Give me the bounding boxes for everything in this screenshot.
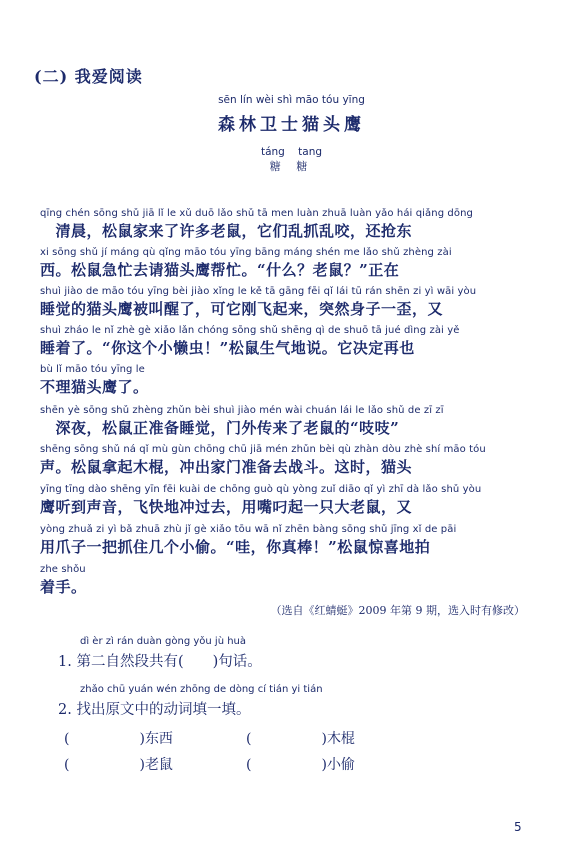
story-line-pinyin: shuì zháo le nǐ zhè gè xiǎo lǎn chóng sōng shǔ shēng qì de shuō tā jué dìng zài yě: [40, 325, 460, 336]
story-line-pinyin: bù lǐ māo tóu yīng le: [40, 364, 145, 375]
story-line-text: 鹰听到声音，飞快地冲过去，用嘴叼起一只大老鼠，又: [40, 498, 413, 516]
blank-close-paren: ): [321, 757, 327, 773]
story-line-pinyin: qīng chén sōng shǔ jiā lǐ le xǔ duō lǎo shǔ tā men luàn zhuā luàn yǎo hái qiǎng dōng: [40, 208, 473, 219]
story-line-text: 深夜，松鼠正准备睡觉，门外传来了老鼠的“吱吱”: [40, 419, 400, 437]
story-line-text: 西。松鼠急忙去请猫头鹰帮忙。“什么？老鼠？”正在: [40, 261, 400, 279]
author-name: 糖 糖: [269, 160, 314, 173]
blank-word: 老鼠: [144, 757, 173, 773]
story-line-pinyin: zhe shǒu: [40, 564, 86, 575]
fill-blank[interactable]: [246, 754, 355, 774]
story-line-text: 用爪子一把抓住几个小偷。“哇，你真棒！”松鼠惊喜地拍: [40, 538, 431, 556]
section-title: (二) 我爱阅读: [34, 67, 143, 86]
story-line-pinyin: shēng sōng shǔ ná qǐ mù gùn chōng chū jiā mén zhǔn bèi qù zhàn dòu zhè shí māo tóu: [40, 444, 486, 455]
blank-open-paren: (: [64, 731, 70, 747]
blank-open-paren: (: [246, 731, 252, 747]
page-number: 5: [514, 820, 522, 834]
story-line-text: 着手。: [40, 578, 87, 596]
blank-word: 小偷: [326, 757, 355, 773]
story-line-pinyin: yīng tīng dào shēng yīn fēi kuài de chōng guò qù yòng zuǐ diāo qǐ yì zhī dà lǎo shǔ yòu: [40, 484, 482, 495]
story-line-pinyin: yòng zhuǎ zi yì bǎ zhuā zhù jǐ gè xiǎo tōu wā nǐ zhēn bàng sōng shǔ jīng xǐ de pāi: [40, 524, 457, 535]
author-pinyin: táng tang: [260, 146, 323, 158]
blank-word: 东西: [144, 731, 173, 747]
story-line-pinyin: xi sōng shǔ jí máng qù qǐng māo tóu yīng bāng máng shén me lǎo shǔ zhèng zài: [40, 247, 452, 258]
blank-open-paren: (: [246, 757, 252, 773]
story-line-pinyin: shēn yè sōng shǔ zhèng zhǔn bèi shuì jiào mén wài chuán lái le lǎo shǔ de zī zī: [40, 405, 444, 416]
story-line-text: 睡着了。“你这个小懒虫！”松鼠生气地说。它决定再也: [40, 339, 415, 357]
story-line-text: 不理猫头鹰了。: [40, 378, 149, 396]
story-line-text: 声。松鼠拿起木棍，冲出家门准备去战斗。这时，猫头: [40, 458, 413, 476]
fill-blank[interactable]: [64, 754, 173, 774]
blank-close-paren: ): [139, 757, 145, 773]
blank-close-paren: ): [321, 731, 327, 747]
question-pinyin: zhǎo chū yuán wén zhōng de dòng cí tián yi tián: [80, 684, 323, 695]
source-citation: （选自《红蜻蜓》2009 年第 9 期，选入时有修改）: [270, 604, 525, 617]
story-line-text: 睡觉的猫头鹰被叫醒了，可它刚飞起来，突然身子一歪，又: [40, 300, 444, 318]
story-line-pinyin: shuì jiào de māo tóu yīng bèi jiào xǐng le kě tā gāng fēi qǐ lái tū rán shēn zi yì wāi yòu: [40, 286, 477, 297]
story-line-text: 清晨，松鼠家来了许多老鼠，它们乱抓乱咬，还抢东: [40, 222, 413, 240]
fill-blank[interactable]: [64, 728, 173, 748]
blank-open-paren: (: [64, 757, 70, 773]
question-pinyin: dì èr zì rán duàn gòng yǒu jù huà: [80, 636, 247, 647]
story-title: 森林卫士猫头鹰: [218, 115, 365, 135]
question-text: 2. 找出原文中的动词填一填。: [58, 702, 251, 718]
story-title-pinyin: sēn lín wèi shì māo tóu yīng: [218, 94, 365, 106]
question-text: 1. 第二自然段共有( )句话。: [58, 654, 262, 670]
blank-word: 木棍: [326, 731, 355, 747]
blank-close-paren: ): [139, 731, 145, 747]
fill-blank[interactable]: [246, 728, 355, 748]
